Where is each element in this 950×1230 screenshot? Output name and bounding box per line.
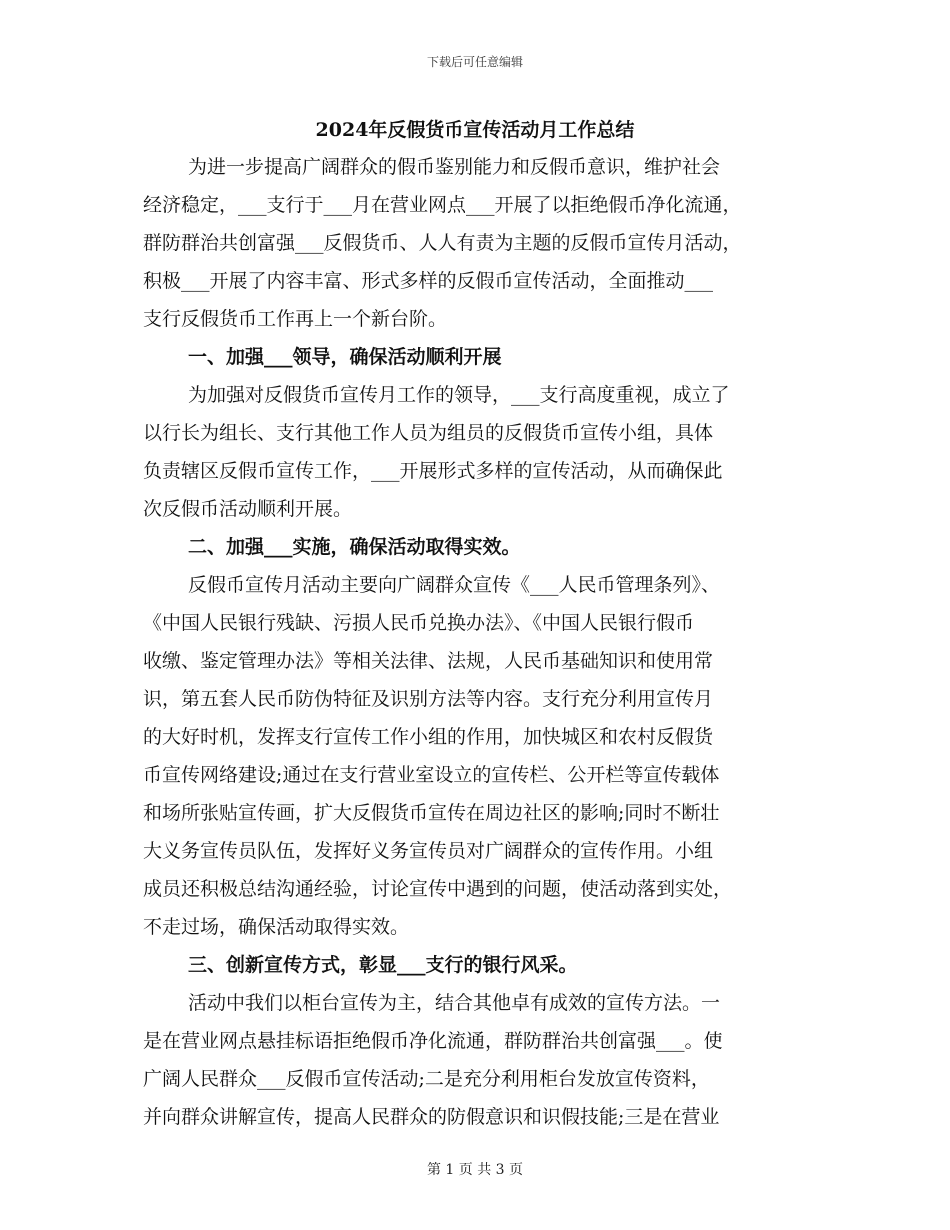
paragraph-line: 活动中我们以柜台宣传为主，结合其他卓有成效的宣传方法。一	[188, 992, 721, 1014]
paragraph-line: 广阔人民群众___反假币宣传活动;二是充分利用柜台发放宣传资料，	[143, 1068, 710, 1090]
paragraph-line: 成员还积极总结沟通经验，讨论宣传中遇到的问题，使活动落到实处，	[143, 878, 733, 900]
paragraph-line: 次反假币活动顺利开展。	[143, 498, 353, 520]
paragraph-line: 反假币宣传月活动主要向广阔群众宣传《___人民币管理条列》、	[188, 574, 721, 596]
paragraph-line: 和场所张贴宣传画，扩大反假货币宣传在周边社区的影响;同时不断壮	[143, 802, 720, 824]
paragraph-line: 为加强对反假货币宣传月工作的领导，___支行高度重视，成立了	[188, 384, 730, 406]
paragraph-line: 收缴、鉴定管理办法》等相关法律、法规，人民币基础知识和使用常	[143, 650, 714, 672]
section-heading: 一、加强___领导，确保活动顺利开展	[188, 346, 502, 368]
section-heading: 三、创新宣传方式，彰显___支行的银行风采。	[188, 954, 578, 976]
section-heading: 二、加强___实施，确保活动取得实效。	[188, 536, 521, 558]
paragraph-line: 经济稳定，___支行于___月在营业网点___开展了以拒绝假币净化流通，	[143, 194, 742, 216]
paragraph-line: 支行反假货币工作再上一个新台阶。	[143, 308, 448, 330]
paragraph-line: 为进一步提高广阔群众的假币鉴别能力和反假币意识，维护社会	[188, 156, 721, 178]
paragraph-line: 《中国人民银行残缺、污损人民币兑换办法》、《中国人民银行假币	[143, 612, 695, 634]
document-body	[143, 148, 808, 1136]
paragraph-line: 负责辖区反假币宣传工作，___开展形式多样的宣传活动，从而确保此	[143, 460, 723, 482]
document-title: 2024年反假货币宣传活动月工作总结	[315, 119, 635, 141]
page-number: 第 1 页 共 3 页	[426, 1162, 524, 1178]
paragraph-line: 识，第五套人民币防伪特征及识别方法等内容。支行充分利用宣传月	[143, 688, 714, 710]
paragraph-line: 是在营业网点悬挂标语拒绝假币净化流通，群防群治共创富强___。使	[143, 1030, 723, 1052]
paragraph-line: 群防群治共创富强___反假货币、人人有责为主题的反假币宣传月活动，	[143, 232, 742, 254]
paragraph-line: 积极___开展了内容丰富、形式多样的反假币宣传活动，全面推动___	[143, 270, 714, 292]
paragraph-line: 的大好时机，发挥支行宣传工作小组的作用，加快城区和农村反假货	[143, 726, 714, 748]
header-note: 下载后可任意编辑	[426, 55, 523, 69]
paragraph-line: 以行长为组长、支行其他工作人员为组员的反假货币宣传小组，具体	[143, 422, 714, 444]
paragraph-line: 并向群众讲解宣传，提高人民群众的防假意识和识假技能;三是在营业	[143, 1106, 720, 1128]
paragraph-line: 不走过场，确保活动取得实效。	[143, 916, 410, 938]
paragraph-line: 大义务宣传员队伍，发挥好义务宣传员对广阔群众的宣传作用。小组	[143, 840, 714, 862]
paragraph-line: 币宣传网络建设;通过在支行营业室设立的宣传栏、公开栏等宣传载体	[143, 764, 720, 786]
